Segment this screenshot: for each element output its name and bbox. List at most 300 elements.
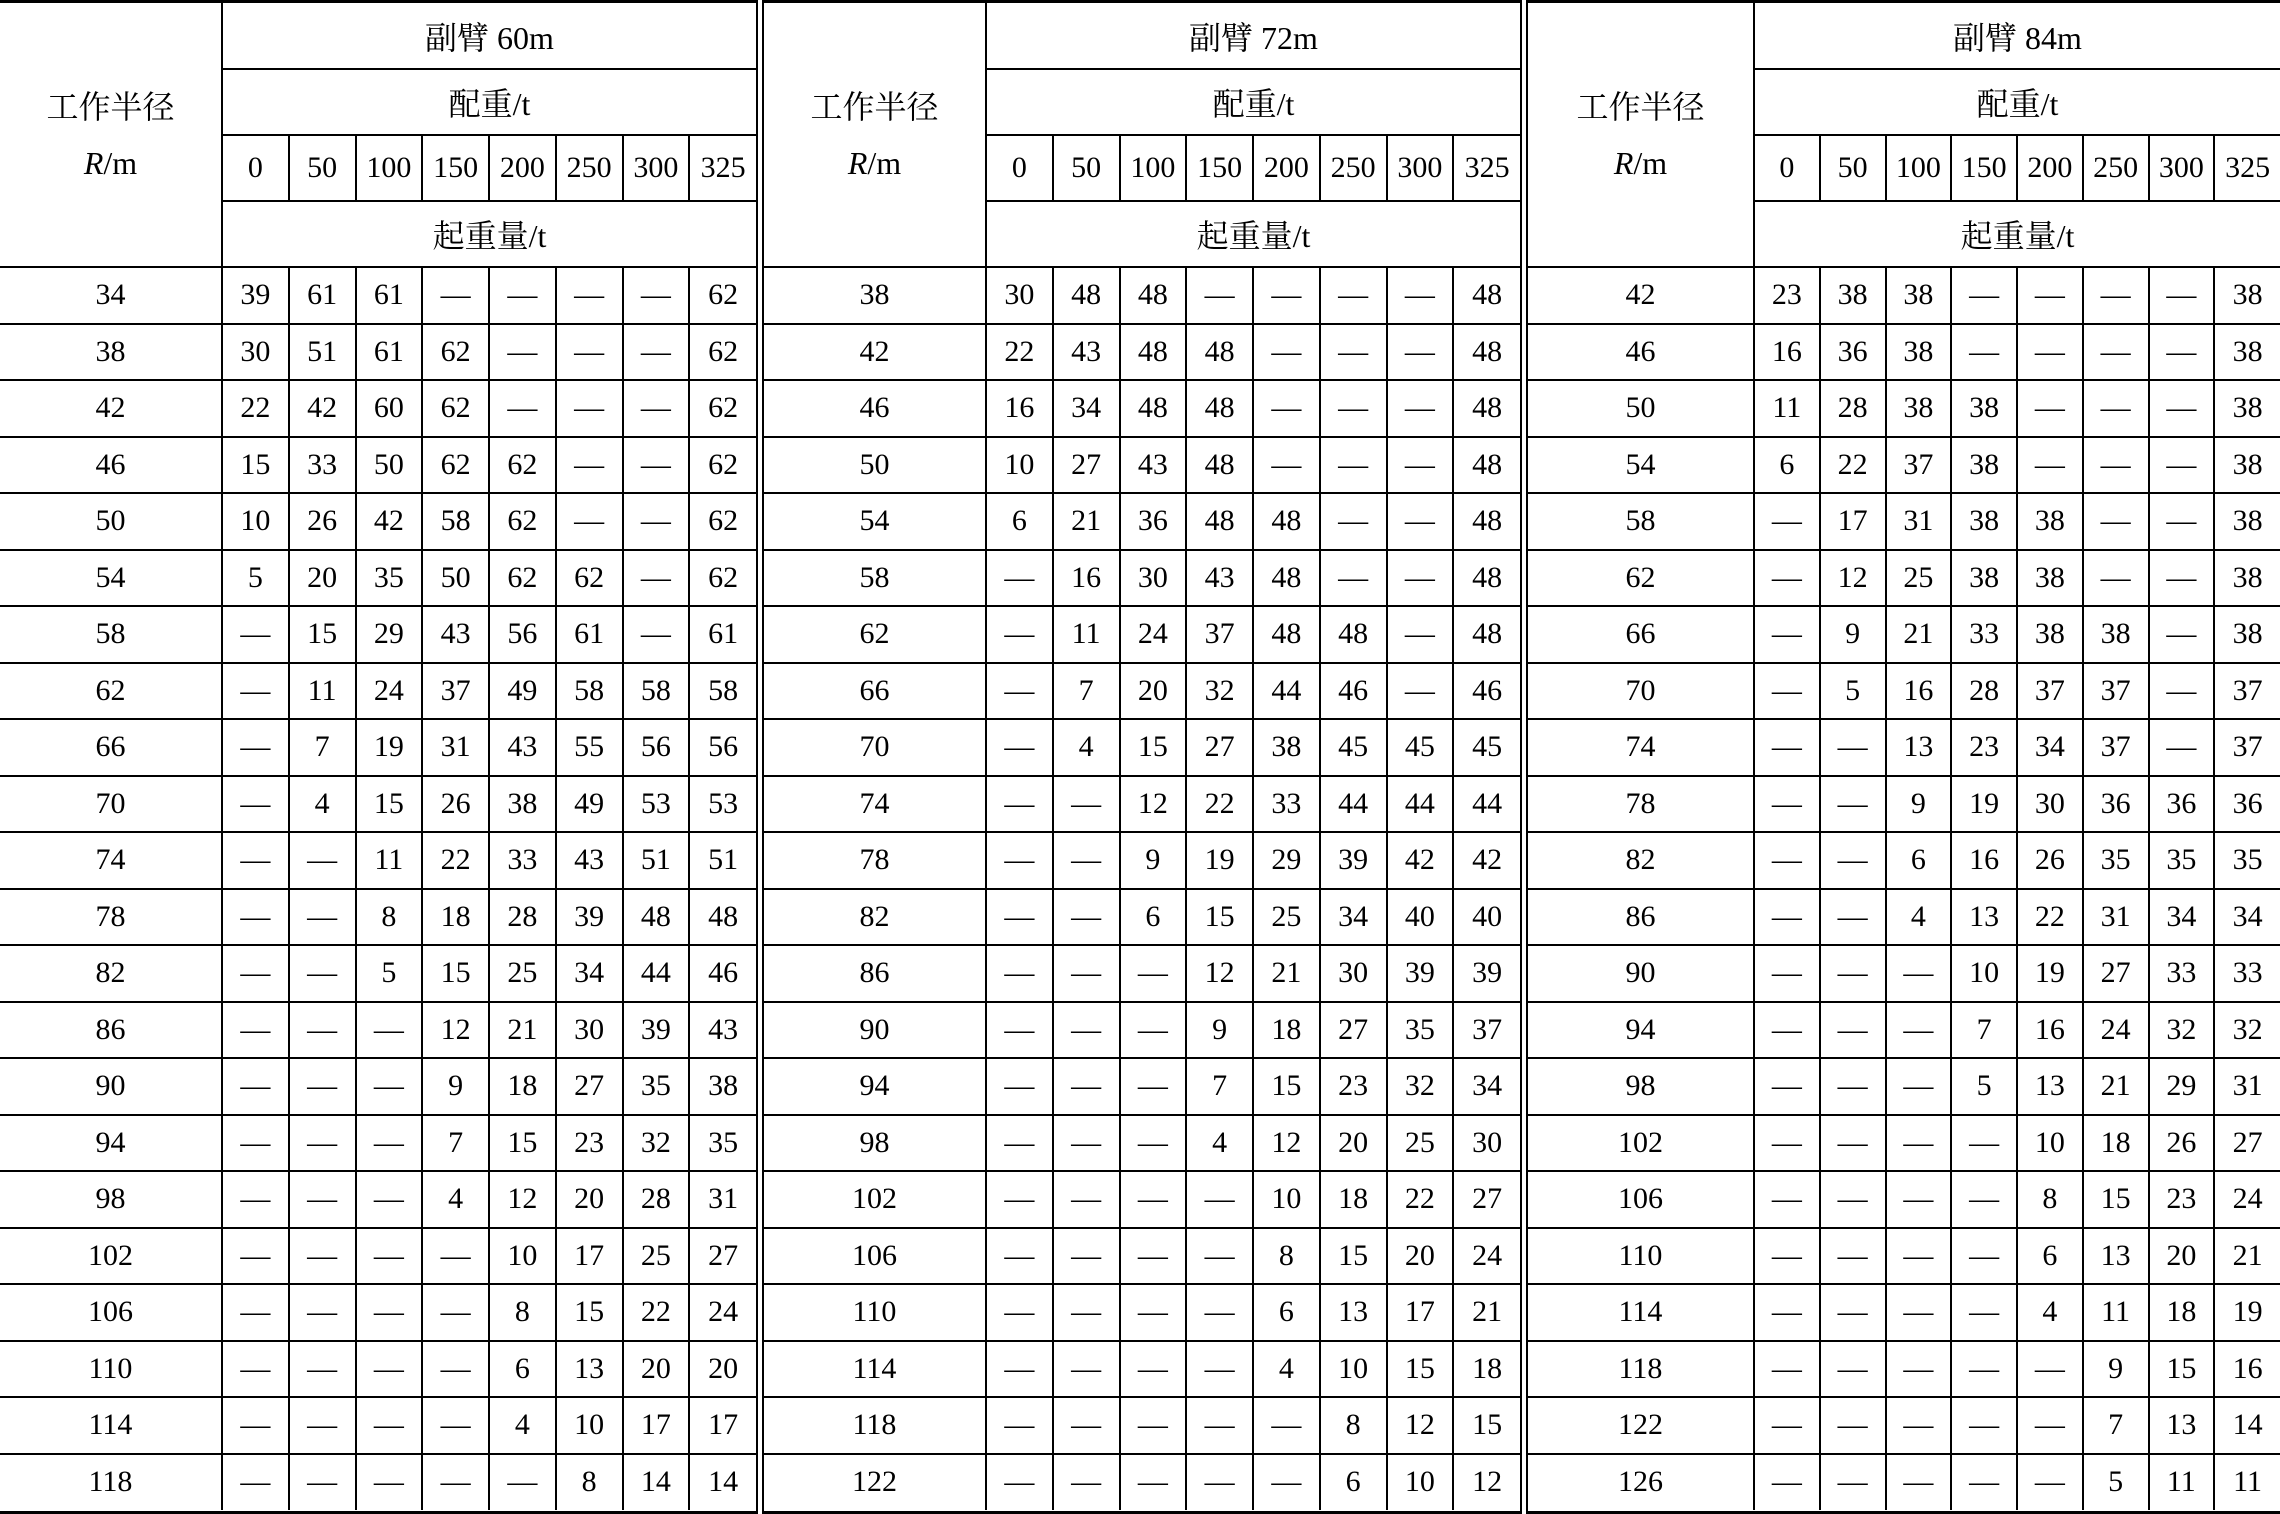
capacity-cell: 8: [556, 1454, 623, 1511]
capacity-cell: 36: [2149, 776, 2215, 833]
capacity-cell: 37: [2083, 663, 2149, 720]
capacity-cell: —: [422, 1284, 489, 1341]
capacity-cell: 62: [689, 324, 756, 381]
capacity-cell: —: [1820, 1058, 1886, 1115]
capacity-cell: —: [1053, 1002, 1120, 1059]
capacity-cell: —: [2083, 550, 2149, 607]
capacity-cell: —: [986, 889, 1053, 946]
capacity-cell: 29: [2149, 1058, 2215, 1115]
capacity-cell: 35: [689, 1115, 756, 1172]
radius-cell: 90: [1528, 945, 1754, 1002]
capacity-cell: —: [1886, 1115, 1952, 1172]
capacity-cell: 22: [1186, 776, 1253, 833]
capacity-cell: 5: [1820, 663, 1886, 720]
capacity-cell: —: [356, 1171, 423, 1228]
capacity-cell: 4: [289, 776, 356, 833]
table-row: [1528, 550, 2280, 607]
capacity-cell: 38: [2214, 380, 2280, 437]
capacity-cell: 53: [689, 776, 756, 833]
radius-cell: 50: [0, 493, 222, 550]
capacity-cell: 46: [1453, 663, 1520, 720]
capacity-cell: —: [1053, 1397, 1120, 1454]
capacity-cell: 10: [222, 493, 289, 550]
capacity-cell: 24: [2214, 1171, 2280, 1228]
table-row: [764, 1454, 1520, 1511]
table-row: [0, 776, 756, 833]
capacity-cell: —: [489, 380, 556, 437]
capacity-cell: 8: [1320, 1397, 1387, 1454]
capacity-cell: 62: [489, 437, 556, 494]
table-row: [0, 1454, 756, 1511]
capacity-cell: 11: [1053, 606, 1120, 663]
capacity-cell: 62: [689, 493, 756, 550]
capacity-cell: 16: [2017, 1002, 2083, 1059]
capacity-cell: —: [1186, 1397, 1253, 1454]
capacity-cell: —: [1186, 1341, 1253, 1398]
capacity-cell: 34: [1320, 889, 1387, 946]
capacity-cell: 38: [1951, 550, 2017, 607]
radius-cell: 78: [0, 889, 222, 946]
capacity-cell: 22: [222, 380, 289, 437]
capacity-cell: 43: [1053, 324, 1120, 381]
capacity-cell: —: [1820, 945, 1886, 1002]
counterweight-header: 配重/t: [1754, 69, 2280, 135]
capacity-cell: 38: [1951, 493, 2017, 550]
radius-cell: 86: [764, 945, 986, 1002]
capacity-cell: 15: [356, 776, 423, 833]
capacity-cell: —: [222, 1397, 289, 1454]
capacity-cell: 11: [1754, 380, 1820, 437]
capacity-cell: —: [1886, 945, 1952, 1002]
radius-header: [1528, 3, 1754, 267]
capacity-cell: 38: [2083, 606, 2149, 663]
capacity-cell: 37: [1886, 437, 1952, 494]
capacity-cell: —: [1951, 1171, 2017, 1228]
capacity-cell: —: [1120, 945, 1187, 1002]
lifting-capacity-header: 起重量/t: [222, 201, 756, 267]
counterweight-value: 325: [1453, 135, 1520, 201]
capacity-cell: 62: [689, 550, 756, 607]
capacity-cell: 15: [1387, 1341, 1454, 1398]
capacity-cell: —: [1120, 1171, 1187, 1228]
table-row: [1528, 832, 2280, 889]
counterweight-value: 300: [2149, 135, 2215, 201]
panel-divider: [1520, 0, 1528, 1514]
capacity-cell: —: [1320, 380, 1387, 437]
capacity-cell: 38: [2017, 606, 2083, 663]
capacity-cell: 37: [1453, 1002, 1520, 1059]
table-row: [764, 1341, 1520, 1398]
capacity-cell: 61: [556, 606, 623, 663]
counterweight-value: 150: [422, 135, 489, 201]
radius-cell: 66: [764, 663, 986, 720]
table-row: [1528, 493, 2280, 550]
capacity-cell: 24: [1453, 1228, 1520, 1285]
capacity-cell: 12: [422, 1002, 489, 1059]
capacity-cell: 21: [2083, 1058, 2149, 1115]
capacity-cell: 37: [2214, 719, 2280, 776]
capacity-cell: 27: [1453, 1171, 1520, 1228]
capacity-cell: 25: [1253, 889, 1320, 946]
radius-cell: 114: [764, 1341, 986, 1398]
capacity-cell: 42: [1387, 832, 1454, 889]
capacity-cell: 24: [2083, 1002, 2149, 1059]
capacity-cell: 39: [1453, 945, 1520, 1002]
capacity-cell: —: [1754, 1058, 1820, 1115]
capacity-cell: 6: [1754, 437, 1820, 494]
counterweight-value: 0: [1754, 135, 1820, 201]
capacity-cell: —: [1053, 1284, 1120, 1341]
capacity-cell: —: [1754, 832, 1820, 889]
table-row: [1528, 1454, 2280, 1511]
counterweight-value: 200: [489, 135, 556, 201]
capacity-cell: —: [1053, 945, 1120, 1002]
capacity-cell: 12: [1253, 1115, 1320, 1172]
radius-cell: 106: [0, 1284, 222, 1341]
capacity-cell: 38: [2214, 550, 2280, 607]
capacity-cell: 38: [1951, 437, 2017, 494]
table-row: [764, 945, 1520, 1002]
capacity-cell: 27: [2214, 1115, 2280, 1172]
capacity-cell: —: [356, 1284, 423, 1341]
capacity-cell: 43: [422, 606, 489, 663]
capacity-cell: —: [986, 1284, 1053, 1341]
radius-cell: 102: [0, 1228, 222, 1285]
capacity-cell: 45: [1320, 719, 1387, 776]
capacity-cell: —: [356, 1341, 423, 1398]
capacity-cell: 15: [2149, 1341, 2215, 1398]
counterweight-value: 200: [1253, 135, 1320, 201]
capacity-cell: 13: [1951, 889, 2017, 946]
capacity-cell: —: [623, 324, 690, 381]
capacity-cell: 58: [623, 663, 690, 720]
table-row: [0, 324, 756, 381]
capacity-cell: 8: [489, 1284, 556, 1341]
capacity-cell: 4: [1053, 719, 1120, 776]
table-row: [0, 1341, 756, 1398]
capacity-cell: —: [1754, 1115, 1820, 1172]
radius-label: 工作半径: [1576, 88, 1705, 125]
radius-cell: 34: [0, 267, 222, 324]
capacity-cell: 49: [489, 663, 556, 720]
load-table-panel-1: [764, 0, 1520, 1514]
capacity-cell: 19: [356, 719, 423, 776]
table-row: [0, 1171, 756, 1228]
capacity-cell: —: [986, 945, 1053, 1002]
capacity-cell: 37: [2083, 719, 2149, 776]
radius-cell: 102: [1528, 1115, 1754, 1172]
table-row: [1528, 1058, 2280, 1115]
capacity-cell: —: [1754, 606, 1820, 663]
capacity-cell: 17: [556, 1228, 623, 1285]
capacity-cell: 38: [1951, 380, 2017, 437]
table-row: [0, 267, 756, 324]
radius-cell: 78: [1528, 776, 1754, 833]
capacity-cell: 35: [356, 550, 423, 607]
capacity-cell: —: [623, 606, 690, 663]
radius-cell: 62: [764, 606, 986, 663]
capacity-cell: 56: [489, 606, 556, 663]
capacity-cell: —: [1186, 1228, 1253, 1285]
capacity-cell: 35: [2214, 832, 2280, 889]
capacity-cell: 31: [2083, 889, 2149, 946]
capacity-cell: 38: [2214, 267, 2280, 324]
capacity-cell: 28: [1820, 380, 1886, 437]
capacity-cell: —: [1387, 437, 1454, 494]
panel-divider: [756, 0, 764, 1514]
capacity-cell: 20: [289, 550, 356, 607]
capacity-cell: —: [556, 437, 623, 494]
capacity-cell: —: [1754, 1228, 1820, 1285]
jib-length-header: 副臂 60m: [222, 3, 756, 69]
capacity-cell: 21: [489, 1002, 556, 1059]
capacity-cell: 17: [689, 1397, 756, 1454]
radius-cell: 70: [764, 719, 986, 776]
radius-cell: 118: [764, 1397, 986, 1454]
radius-cell: 102: [764, 1171, 986, 1228]
capacity-cell: —: [986, 719, 1053, 776]
capacity-cell: —: [222, 1058, 289, 1115]
capacity-cell: 48: [1186, 493, 1253, 550]
capacity-cell: 43: [1120, 437, 1187, 494]
capacity-cell: 17: [1387, 1284, 1454, 1341]
radius-cell: 110: [1528, 1228, 1754, 1285]
capacity-cell: —: [1253, 1454, 1320, 1511]
capacity-cell: —: [986, 1115, 1053, 1172]
capacity-cell: —: [623, 437, 690, 494]
capacity-cell: —: [2017, 380, 2083, 437]
capacity-cell: 30: [1120, 550, 1187, 607]
capacity-cell: —: [1951, 1341, 2017, 1398]
capacity-cell: 48: [1186, 437, 1253, 494]
capacity-cell: 61: [289, 267, 356, 324]
capacity-cell: —: [1186, 267, 1253, 324]
capacity-cell: 51: [689, 832, 756, 889]
capacity-cell: —: [222, 606, 289, 663]
counterweight-value: 50: [289, 135, 356, 201]
capacity-cell: —: [1186, 1284, 1253, 1341]
capacity-cell: 15: [422, 945, 489, 1002]
capacity-cell: 34: [2149, 889, 2215, 946]
capacity-cell: 15: [489, 1115, 556, 1172]
radius-cell: 90: [764, 1002, 986, 1059]
capacity-cell: 18: [489, 1058, 556, 1115]
capacity-cell: 33: [489, 832, 556, 889]
capacity-cell: 48: [1186, 324, 1253, 381]
capacity-cell: —: [1253, 324, 1320, 381]
capacity-cell: 25: [1387, 1115, 1454, 1172]
capacity-cell: —: [289, 832, 356, 889]
capacity-cell: 9: [1120, 832, 1187, 889]
capacity-cell: 20: [1120, 663, 1187, 720]
capacity-cell: 38: [1886, 324, 1952, 381]
capacity-cell: —: [1754, 493, 1820, 550]
capacity-cell: 39: [623, 1002, 690, 1059]
capacity-cell: 46: [1320, 663, 1387, 720]
capacity-cell: —: [356, 1002, 423, 1059]
capacity-cell: —: [2149, 719, 2215, 776]
capacity-cell: —: [222, 1002, 289, 1059]
capacity-cell: 26: [2017, 832, 2083, 889]
capacity-cell: —: [1053, 1115, 1120, 1172]
capacity-cell: —: [289, 1002, 356, 1059]
radius-header: [764, 3, 986, 267]
table-row: [764, 380, 1520, 437]
table-row: [764, 550, 1520, 607]
capacity-cell: 34: [1453, 1058, 1520, 1115]
counterweight-value: 250: [1320, 135, 1387, 201]
radius-cell: 46: [764, 380, 986, 437]
counterweight-value: 300: [623, 135, 690, 201]
radius-cell: 38: [0, 324, 222, 381]
capacity-cell: —: [1951, 324, 2017, 381]
capacity-cell: 44: [1387, 776, 1454, 833]
radius-cell: 58: [1528, 493, 1754, 550]
capacity-cell: 26: [289, 493, 356, 550]
capacity-cell: 7: [1053, 663, 1120, 720]
capacity-cell: —: [356, 1397, 423, 1454]
capacity-cell: —: [1886, 1002, 1952, 1059]
radius-cell: 54: [764, 493, 986, 550]
capacity-cell: 20: [1320, 1115, 1387, 1172]
capacity-cell: —: [1120, 1397, 1187, 1454]
radius-cell: 46: [1528, 324, 1754, 381]
capacity-cell: 15: [222, 437, 289, 494]
capacity-cell: 39: [222, 267, 289, 324]
capacity-cell: 37: [2017, 663, 2083, 720]
capacity-cell: 48: [1120, 267, 1187, 324]
capacity-cell: —: [986, 606, 1053, 663]
table-row: [1528, 1228, 2280, 1285]
table-row: [0, 606, 756, 663]
capacity-cell: 12: [489, 1171, 556, 1228]
jib-length-header: 副臂 84m: [1754, 3, 2280, 69]
capacity-cell: 48: [1453, 324, 1520, 381]
load-table: [764, 3, 1520, 1510]
capacity-cell: 12: [1387, 1397, 1454, 1454]
capacity-cell: 34: [2017, 719, 2083, 776]
capacity-cell: 11: [356, 832, 423, 889]
capacity-cell: 61: [356, 267, 423, 324]
capacity-cell: 21: [1453, 1284, 1520, 1341]
capacity-cell: —: [986, 1454, 1053, 1511]
capacity-cell: —: [1387, 493, 1454, 550]
radius-cell: 98: [764, 1115, 986, 1172]
capacity-cell: 5: [356, 945, 423, 1002]
capacity-cell: —: [1387, 550, 1454, 607]
table-row: [764, 324, 1520, 381]
capacity-cell: 22: [1387, 1171, 1454, 1228]
capacity-cell: 48: [1120, 324, 1187, 381]
capacity-cell: —: [422, 1397, 489, 1454]
capacity-cell: 8: [1253, 1228, 1320, 1285]
capacity-cell: 58: [689, 663, 756, 720]
table-row: [1528, 719, 2280, 776]
capacity-cell: 50: [356, 437, 423, 494]
capacity-cell: —: [422, 1228, 489, 1285]
capacity-cell: 35: [623, 1058, 690, 1115]
capacity-cell: 20: [623, 1341, 690, 1398]
capacity-cell: 40: [1387, 889, 1454, 946]
capacity-cell: 27: [1320, 1002, 1387, 1059]
capacity-cell: 62: [689, 267, 756, 324]
capacity-cell: —: [1820, 1002, 1886, 1059]
capacity-cell: —: [1754, 889, 1820, 946]
capacity-cell: —: [1320, 267, 1387, 324]
capacity-cell: 38: [689, 1058, 756, 1115]
capacity-cell: 29: [356, 606, 423, 663]
capacity-cell: 34: [2214, 889, 2280, 946]
capacity-cell: —: [986, 1002, 1053, 1059]
capacity-cell: 38: [1886, 267, 1952, 324]
load-table-panel-0: [0, 0, 756, 1514]
capacity-cell: —: [1754, 1171, 1820, 1228]
radius-cell: 114: [1528, 1284, 1754, 1341]
capacity-cell: —: [1253, 1397, 1320, 1454]
table-row: [1528, 1171, 2280, 1228]
capacity-cell: 10: [1320, 1341, 1387, 1398]
capacity-cell: —: [1120, 1228, 1187, 1285]
capacity-cell: —: [1053, 1454, 1120, 1511]
counterweight-value: 100: [1886, 135, 1952, 201]
capacity-cell: —: [289, 945, 356, 1002]
capacity-cell: 13: [2017, 1058, 2083, 1115]
capacity-cell: —: [356, 1058, 423, 1115]
radius-unit: R/m: [1613, 144, 1668, 181]
radius-cell: 106: [1528, 1171, 1754, 1228]
radius-cell: 62: [0, 663, 222, 720]
radius-cell: 82: [764, 889, 986, 946]
table-row: [764, 1284, 1520, 1341]
capacity-cell: —: [1053, 1341, 1120, 1398]
capacity-cell: 38: [1820, 267, 1886, 324]
capacity-cell: —: [1754, 1002, 1820, 1059]
capacity-cell: —: [2017, 1454, 2083, 1511]
table-row: [1528, 663, 2280, 720]
capacity-cell: —: [1886, 1171, 1952, 1228]
capacity-cell: —: [2017, 437, 2083, 494]
capacity-cell: 53: [623, 776, 690, 833]
capacity-cell: 16: [1053, 550, 1120, 607]
table-row: [1528, 889, 2280, 946]
table-row: [764, 493, 1520, 550]
capacity-cell: 43: [556, 832, 623, 889]
capacity-cell: 25: [1886, 550, 1952, 607]
radius-cell: 42: [764, 324, 986, 381]
capacity-cell: 33: [2149, 945, 2215, 1002]
capacity-cell: 14: [2214, 1397, 2280, 1454]
counterweight-value: 100: [356, 135, 423, 201]
capacity-cell: 4: [1886, 889, 1952, 946]
capacity-cell: —: [623, 380, 690, 437]
capacity-cell: 22: [2017, 889, 2083, 946]
table-row: [0, 719, 756, 776]
radius-cell: 42: [0, 380, 222, 437]
capacity-cell: —: [222, 1228, 289, 1285]
capacity-cell: 35: [1387, 1002, 1454, 1059]
counterweight-value: 200: [2017, 135, 2083, 201]
capacity-cell: —: [2017, 267, 2083, 324]
capacity-cell: —: [1320, 437, 1387, 494]
capacity-cell: —: [489, 267, 556, 324]
capacity-cell: 48: [1453, 267, 1520, 324]
capacity-cell: 10: [1387, 1454, 1454, 1511]
radius-cell: 126: [1528, 1454, 1754, 1511]
capacity-cell: 29: [1253, 832, 1320, 889]
capacity-cell: 60: [356, 380, 423, 437]
capacity-cell: 15: [1253, 1058, 1320, 1115]
capacity-cell: 58: [556, 663, 623, 720]
